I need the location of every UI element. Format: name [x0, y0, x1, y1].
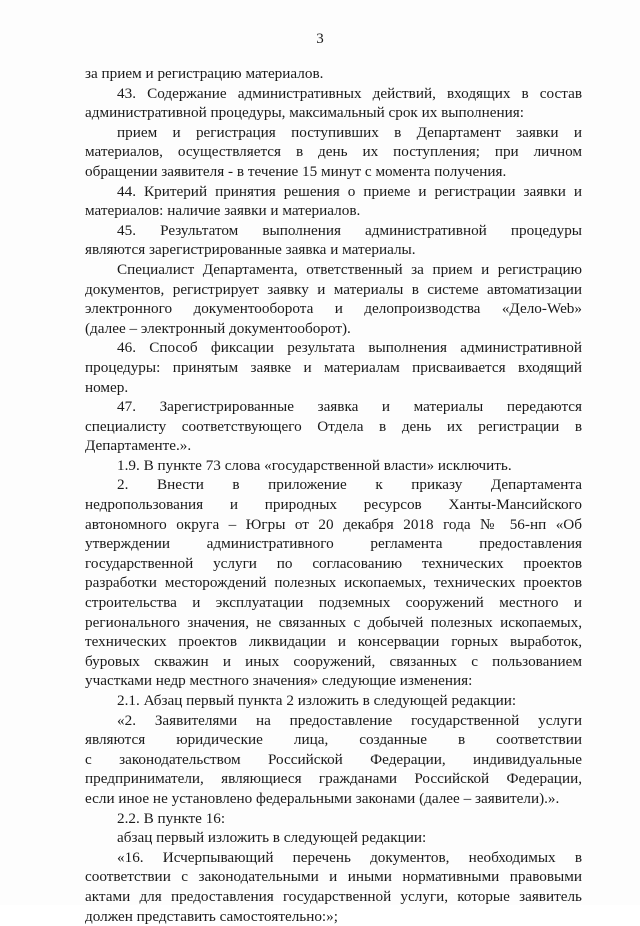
document-line: «16. Исчерпывающий перечень документов, необходимых в	[117, 848, 582, 866]
document-line: должен представить самостоятельно:»;	[85, 907, 338, 925]
document-line: строительства и эксплуатации подземных сооружений местного и	[85, 594, 582, 612]
document-line: 2. Внести в приложение к приказу Департамента	[117, 476, 582, 494]
document-line: участками недр местного значения» следующие изменения:	[85, 672, 473, 690]
document-line: 45. Результатом выполнения административной процедуры	[117, 221, 582, 239]
document-line: являются юридические лица, созданные в соответствии	[85, 731, 582, 749]
document-line: прием и регистрация поступивших в Департамент заявки и	[117, 123, 582, 141]
document-line: 2.2. В пункте 16:	[117, 809, 226, 827]
document-body	[85, 64, 582, 926]
document-line: если иное не установлено федеральными законами (далее – заявители).».	[85, 789, 560, 807]
document-line: 46. Способ фиксации результата выполнения административной	[117, 339, 582, 357]
document-line: процедуры: принятым заявке и материалам присваивается входящий	[85, 358, 582, 376]
document-line: Департаменте.».	[85, 437, 192, 455]
document-line: 2.1. Абзац первый пункта 2 изложить в следующей редакции:	[117, 692, 517, 709]
document-line: 1.9. В пункте 73 слова «государственной власти» исключить.	[117, 456, 512, 474]
document-line: 43. Содержание административных действий, входящих в состав	[117, 84, 582, 102]
document-line: являются зарегистрированные заявка и материалы.	[85, 241, 416, 259]
document-line: актами для предоставления государственной услуги, которые заявитель	[85, 887, 582, 905]
document-line: обращении заявителя - в течение 15 минут с момента получения.	[85, 162, 507, 180]
document-line: абзац первый изложить в следующей редакции:	[117, 829, 427, 847]
document-line: административной процедуры, максимальный срок их выполнения:	[85, 104, 524, 122]
document-line: материалов: наличие заявки и материалов.	[85, 202, 361, 220]
document-line: специалисту соответствующего Отдела в день их регистрации в	[85, 417, 582, 435]
document-line: технических проектов ликвидации и консервации горных выработок,	[85, 633, 582, 651]
document-line: документов, регистрирует заявку и материалы в системе автоматизации	[85, 280, 582, 298]
document-line: с законодательством Российской Федерации, индивидуальные	[85, 750, 582, 768]
document-line: номер.	[85, 378, 129, 396]
document-line: регионального значения, не связанных с добычей полезных ископаемых,	[85, 613, 582, 631]
document-line: буровых скважин и иных сооружений, связанных с пользованием	[85, 652, 582, 670]
document-line: государственной услуги по согласованию технических проектов	[85, 554, 582, 572]
document-line: материалов, осуществляется в день их поступления; при личном	[85, 143, 582, 161]
document-line: 44. Критерий принятия решения о приеме и регистрации заявки и	[117, 182, 582, 200]
document-line: «2. Заявителями на предоставление государственной услуги	[117, 711, 582, 729]
document-line: соответствии с законодательными и иными нормативными правовыми	[85, 868, 582, 886]
document-line: Специалист Департамента, ответственный за прием и регистрацию	[117, 260, 582, 278]
page-number: 3	[316, 31, 324, 47]
document-line: (далее – электронный документооборот).	[85, 319, 351, 337]
document-line: недропользования и природных ресурсов Ханты-Мансийского	[85, 496, 582, 514]
document-line: утверждении административного регламента предоставления	[85, 535, 582, 553]
document-line: разработки месторождений полезных ископаемых, технических проектов	[85, 574, 582, 592]
document-line: за прием и регистрацию материалов.	[85, 65, 324, 82]
document-line: автономного округа – Югры от 20 декабря 2018 года № 56-нп «Об	[85, 515, 582, 533]
document-line: предприниматели, являющиеся гражданами Российской Федерации,	[85, 770, 582, 788]
document-line: 47. Зарегистрированные заявка и материалы передаются	[117, 398, 582, 416]
document-line: электронного документооборота и делопроизводства «Дело-Web»	[85, 300, 582, 318]
